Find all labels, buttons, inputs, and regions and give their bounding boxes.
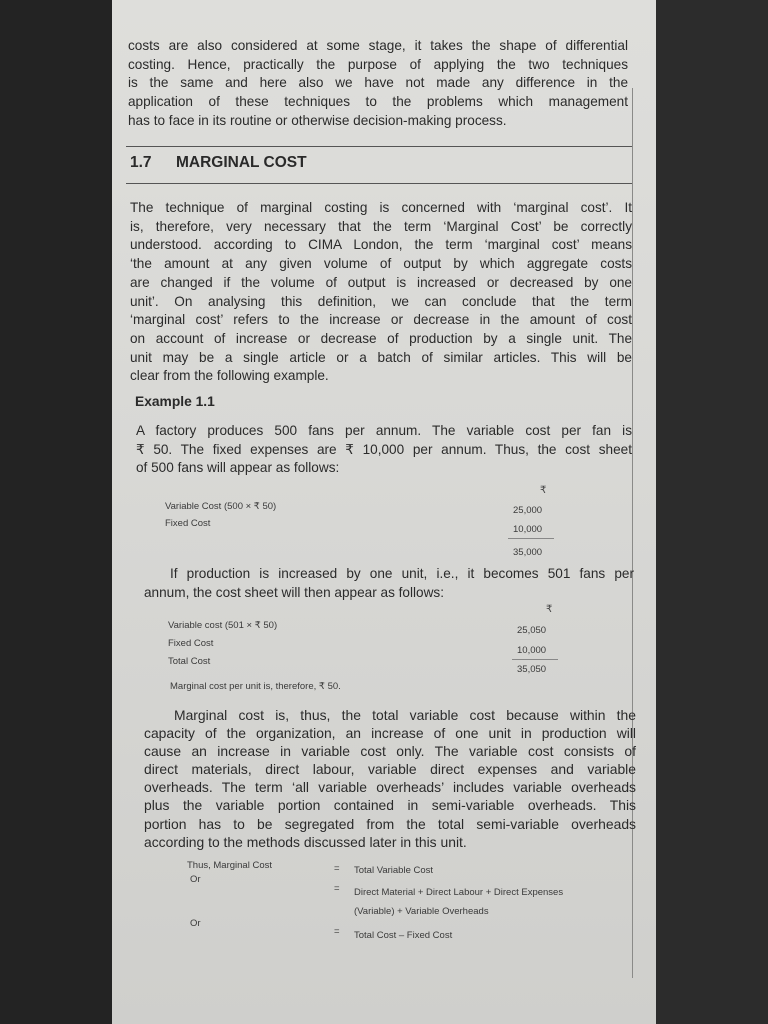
variable-cost-line: portion has to be segregated from the total semi-variable overheads	[144, 815, 636, 832]
formula-line-2b: (Variable) + Variable Overheads	[354, 906, 489, 917]
table1-total-rule	[508, 538, 554, 539]
example-line: ₹ 50. The fixed expenses are ₹ 10,000 per annum. Thus, the cost sheet	[136, 441, 632, 457]
table2-value: 25,050	[517, 625, 547, 636]
definition-line: ‘the amount at any given volume of output by which aggregate costs	[130, 256, 632, 272]
formula-equals: =	[334, 863, 340, 874]
intro-line: costing. Hence, practically the purpose of applying the two techniques	[128, 56, 628, 72]
table2-value: 10,000	[517, 645, 547, 656]
table1-total: 35,000	[513, 547, 543, 558]
definition-line: are changed if the volume of output is increased or decreased by one	[130, 274, 632, 290]
table1-label: Fixed Cost	[165, 518, 211, 529]
table1-label: Variable Cost (500 × ₹ 50)	[165, 501, 277, 512]
table1-currency-symbol: ₹	[540, 485, 547, 496]
table2-value: 35,050	[517, 664, 547, 675]
middle-line: annum, the cost sheet will then appear as follows:	[144, 584, 444, 600]
formula-line-1: Total Variable Cost	[354, 865, 434, 876]
definition-line: is, therefore, very necessary that the term ‘Marginal Cost’ be correctly	[130, 218, 632, 234]
intro-paragraph	[128, 37, 628, 131]
formula-line-3: Total Cost – Fixed Cost	[354, 930, 453, 941]
table2-label: Variable cost (501 × ₹ 50)	[168, 620, 278, 631]
formula-equals: =	[334, 883, 340, 894]
intro-line: costs are also considered at some stage, it takes the shape of differential	[128, 38, 628, 53]
variable-cost-line: overheads. The term ‘all variable overheads’ includes variable overheads	[144, 779, 636, 796]
section-title: MARGINAL COST	[176, 154, 307, 171]
intro-line: has to face in its routine or otherwise decision-making process.	[128, 112, 507, 128]
section-bottom-rule	[126, 183, 632, 184]
variable-cost-line: plus the variable portion contained in semi-variable overheads. This	[144, 797, 636, 814]
definition-paragraph	[130, 199, 632, 386]
formula-or: Or	[190, 874, 201, 885]
background-right	[656, 0, 768, 1024]
formula-line-2a: Direct Material + Direct Labour + Direct Expenses	[354, 887, 564, 898]
table2-currency-symbol: ₹	[546, 604, 553, 615]
variable-cost-paragraph	[144, 706, 636, 851]
definition-line: unit’. On analysing this definition, we can conclude that the term	[130, 293, 632, 309]
formula-equals: =	[334, 926, 340, 937]
formula-or: Or	[190, 918, 201, 929]
example-heading: Example 1.1	[135, 394, 215, 409]
variable-cost-line: capacity of the organization, an increase of one unit in production will	[144, 725, 636, 742]
table2-note: Marginal cost per unit is, therefore, ₹ 50.	[170, 681, 341, 692]
table2-label: Total Cost	[168, 656, 211, 667]
background-left	[0, 0, 112, 1024]
definition-line: unit may be a single article or a batch of similar articles. This will be	[130, 349, 632, 365]
formula-lhs: Thus, Marginal Cost	[187, 860, 273, 871]
example-line: of 500 fans will appear as follows:	[136, 460, 340, 476]
intro-line: application of these techniques to the problems which management	[128, 94, 628, 110]
variable-cost-line: according to the methods discussed later in this unit.	[144, 833, 467, 850]
table2-total-rule	[512, 659, 558, 660]
section-top-rule	[126, 146, 632, 147]
intro-line: is the same and here also we have not made any difference in the	[128, 75, 628, 91]
section-heading	[130, 154, 307, 172]
variable-cost-line: cause an increase in variable cost only. The variable cost consists of	[144, 743, 636, 760]
definition-line: on account of increase or decrease of production by a single unit. The	[130, 330, 632, 346]
table2-label: Fixed Cost	[168, 638, 214, 649]
definition-line: understood. according to CIMA London, the term ‘marginal cost’ means	[130, 237, 632, 253]
table1-value: 10,000	[513, 524, 543, 535]
middle-line: If production is increased by one unit, i.e., it becomes 501 fans per	[170, 566, 634, 581]
example-paragraph	[136, 422, 632, 478]
section-number: 1.7	[130, 154, 152, 171]
middle-paragraph	[144, 565, 634, 602]
definition-line: The technique of marginal costing is concerned with ‘marginal cost’. It	[130, 200, 632, 215]
variable-cost-line: Marginal cost is, thus, the total variable cost because within the	[174, 707, 636, 723]
definition-line: clear from the following example.	[130, 368, 329, 384]
table1-value: 25,000	[513, 505, 543, 516]
example-line: A factory produces 500 fans per annum. The variable cost per fan is	[136, 423, 632, 438]
definition-line: ‘marginal cost’ refers to the increase or decrease in the amount of cost	[130, 312, 632, 328]
variable-cost-line: direct materials, direct labour, variable direct expenses and variable	[144, 761, 636, 778]
